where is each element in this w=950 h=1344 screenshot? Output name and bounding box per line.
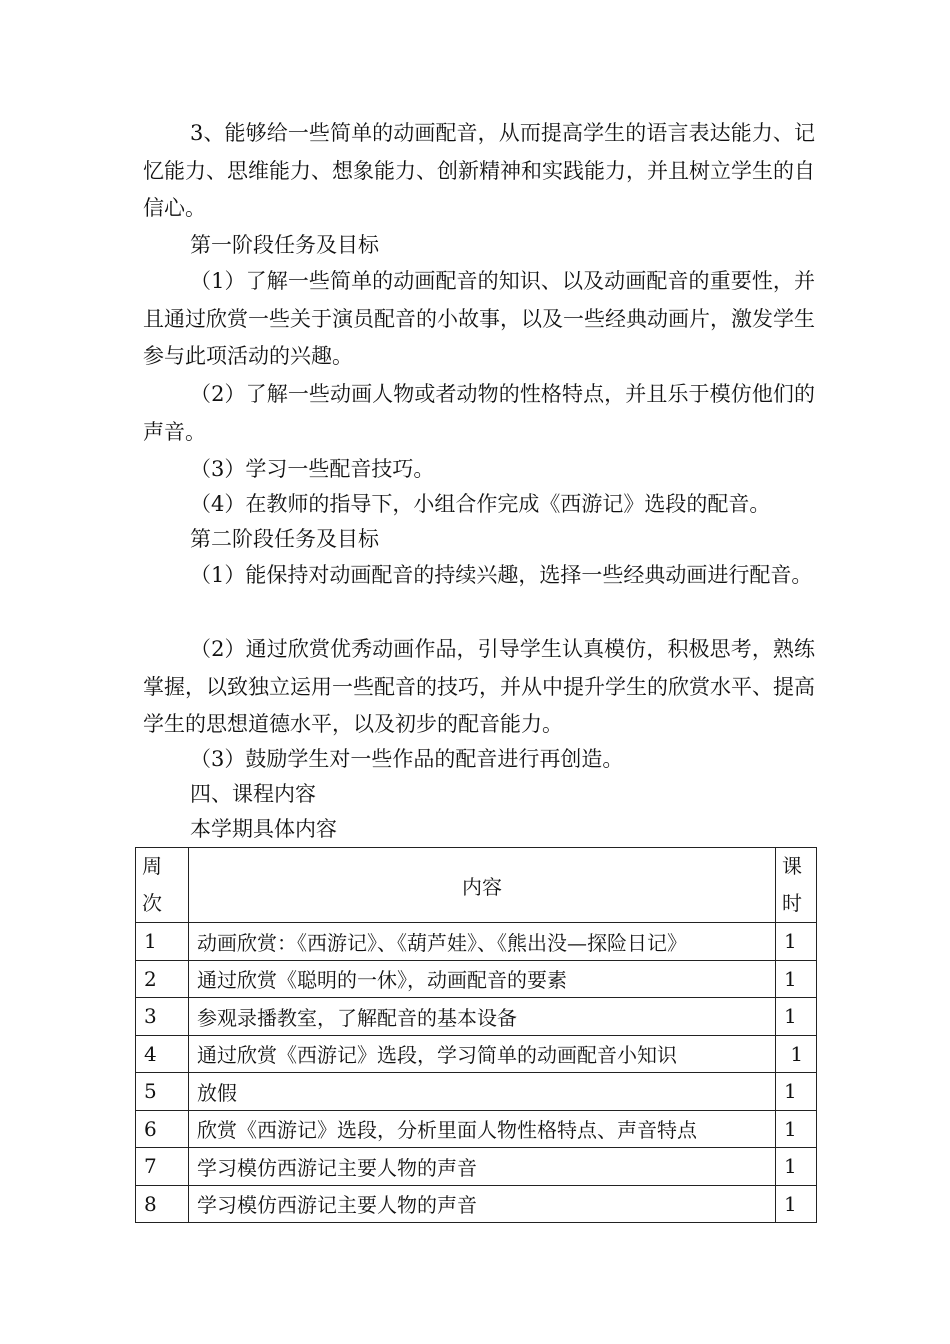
cell-hours: 1 [776, 960, 817, 998]
cell-content: 欣赏《西游记》选段，分析里面人物性格特点、声音特点 [189, 1110, 776, 1148]
cell-week: 1 [136, 923, 189, 961]
table-row [136, 960, 817, 998]
table-header-row [136, 848, 817, 923]
paragraph-stage2-item-2: （2）通过欣赏优秀动画作品，引导学生认真模仿，积极思考，熟练掌握，以致独立运用一些配音的技巧，并从中提升学生的欣赏水平、提高学生的思想道德水平，以及初步的配音能力。 [143, 637, 815, 736]
cell-content: 学习模仿西游记主要人物的声音 [189, 1185, 776, 1223]
paragraph-goal-3: 3、能够给一些简单的动画配音，从而提高学生的语言表达能力、记忆能力、思维能力、想象能力、创新精神和实践能力，并且树立学生的自信心。 [143, 121, 815, 220]
cell-week: 2 [136, 960, 189, 998]
cell-content: 参观录播教室，了解配音的基本设备 [189, 998, 776, 1036]
cell-content: 通过欣赏《西游记》选段，学习简单的动画配音小知识 [189, 1035, 776, 1073]
cell-hours: 1 [776, 998, 817, 1036]
cell-hours: 1 [776, 1185, 817, 1223]
cell-hours: 1 [776, 1148, 817, 1186]
table-row [136, 923, 817, 961]
cell-week: 8 [136, 1185, 189, 1223]
paragraph-stage1-item-4: （4）在教师的指导下，小组合作完成《西游记》选段的配音。 [190, 492, 771, 516]
table-row [136, 1110, 817, 1148]
header-content: 内容 [189, 848, 776, 923]
paragraph-stage1-item-1: （1）了解一些简单的动画配音的知识、以及动画配音的重要性，并且通过欣赏一些关于演员配音的小故事，以及一些经典动画片，激发学生参与此项活动的兴趣。 [143, 269, 815, 368]
table-row [136, 998, 817, 1036]
cell-week: 4 [136, 1035, 189, 1073]
cell-content: 通过欣赏《聪明的一休》，动画配音的要素 [189, 960, 776, 998]
cell-hours: 1 [776, 1110, 817, 1148]
cell-week: 5 [136, 1073, 189, 1111]
cell-hours: 1 [776, 923, 817, 961]
cell-content: 动画欣赏：《西游记》、《葫芦娃》、《熊出没—探险日记》 [189, 923, 776, 961]
cell-content: 放假 [189, 1073, 776, 1111]
paragraph-stage2-item-3: （3）鼓励学生对一些作品的配音进行再创造。 [190, 747, 624, 771]
heading-stage-1: 第一阶段任务及目标 [190, 233, 379, 257]
table-row [136, 1185, 817, 1223]
paragraph-stage1-item-3: （3）学习一些配音技巧。 [190, 457, 435, 481]
header-hours: 课 时 [776, 848, 817, 923]
header-week: 周 次 [136, 848, 189, 923]
heading-semester-content: 本学期具体内容 [190, 817, 337, 841]
heading-course-content: 四、课程内容 [190, 782, 316, 806]
paragraph-stage2-item-1: （1）能保持对动画配音的持续兴趣，选择一些经典动画进行配音。 [190, 563, 813, 587]
cell-content: 学习模仿西游记主要人物的声音 [189, 1148, 776, 1186]
table-row [136, 1148, 817, 1186]
cell-week: 6 [136, 1110, 189, 1148]
course-schedule-table [135, 847, 817, 1223]
heading-stage-2: 第二阶段任务及目标 [190, 527, 379, 551]
table-row [136, 1035, 817, 1073]
paragraph-stage1-item-2: （2）了解一些动画人物或者动物的性格特点，并且乐于模仿他们的声音。 [143, 382, 815, 444]
cell-hours: 1 [776, 1073, 817, 1111]
table-row [136, 1073, 817, 1111]
cell-hours: 1 [776, 1035, 817, 1073]
cell-week: 7 [136, 1148, 189, 1186]
cell-week: 3 [136, 998, 189, 1036]
